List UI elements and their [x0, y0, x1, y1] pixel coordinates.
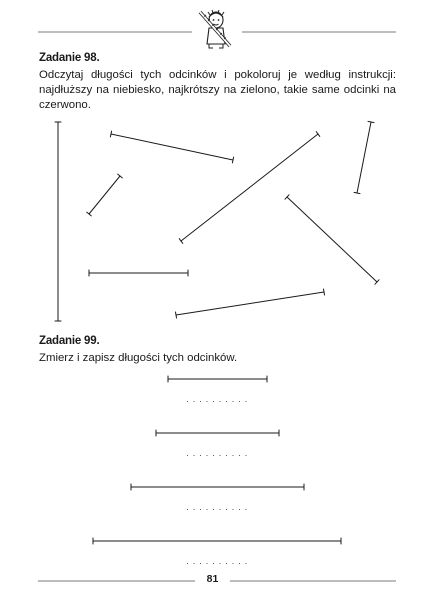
task-99-instruction: Zmierz i zapisz długości tych odcinków. [39, 352, 238, 364]
segment-99-d [93, 538, 341, 544]
footer-rule-left [38, 580, 195, 582]
task-99-title: Zadanie 99. [39, 335, 100, 347]
segment-98-diagonal-down [285, 195, 379, 284]
segment-98-bottom-slanted [176, 289, 325, 318]
segment-98-top-slanted [110, 131, 233, 163]
answer-blank-b[interactable]: · · · · · · · · · · [186, 450, 248, 460]
segment-98-vertical-long [55, 122, 61, 321]
segment-99-c [131, 484, 304, 490]
task-98-title: Zadanie 98. [39, 52, 100, 64]
segment-99-a [168, 376, 267, 382]
page-number: 81 [206, 573, 219, 585]
segment-98-right-near-vertical [354, 121, 374, 193]
answer-blank-a[interactable]: · · · · · · · · · · [186, 396, 248, 406]
segment-98-short-diagonal [87, 174, 123, 216]
answer-blank-c[interactable]: · · · · · · · · · · [186, 504, 248, 514]
task-98-instruction: Odczytaj długości tych odcinków i pokoloruj je według instrukcji: najdłuższy na niebiesko, najkrótszy na zielono, takie same odcinki na czerwono. [39, 69, 396, 111]
segment-99-b [156, 430, 279, 436]
segment-98-long-diagonal-up [179, 132, 320, 244]
answer-blank-d[interactable]: · · · · · · · · · · [186, 558, 248, 568]
footer-rule-right [230, 580, 396, 582]
segment-98-horizontal [89, 270, 188, 276]
